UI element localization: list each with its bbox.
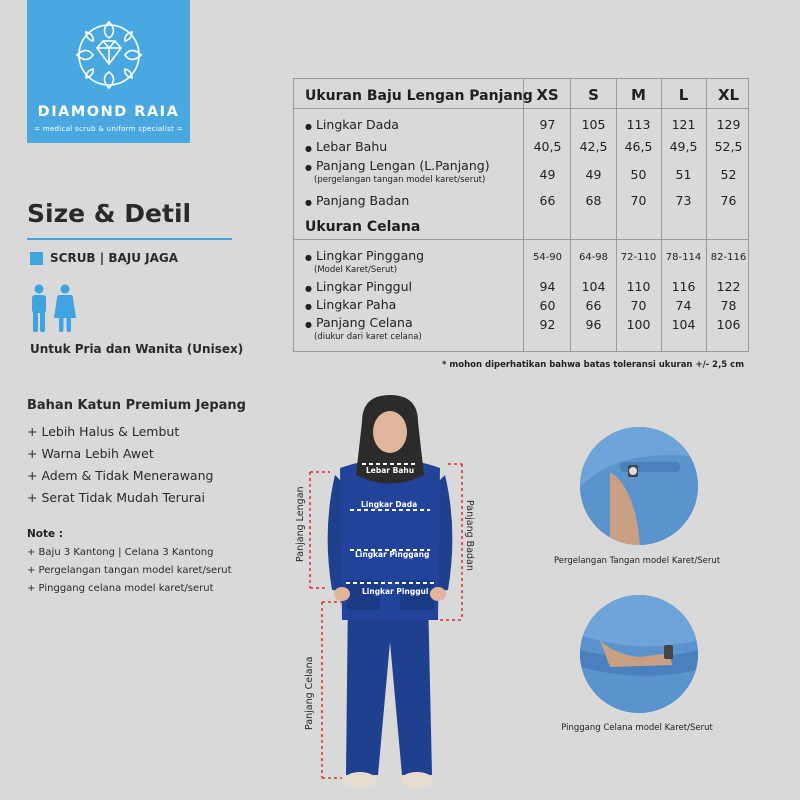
page-title: Size & Detil (27, 199, 192, 228)
material-item: + Warna Lebih Awet (27, 446, 154, 461)
waist-detail-illustration (580, 595, 698, 713)
brand-tagline: = medical scrub & uniform specialist = (34, 125, 183, 133)
tolerance-note: * mohon diperhatikan bahwa batas toleransi ukuran +/- 2,5 cm (442, 360, 745, 370)
table-cell: 50 (630, 167, 647, 182)
table-cell: 92 (539, 317, 556, 332)
material-item: + Serat Tidak Mudah Terurai (27, 490, 206, 505)
table-cell: 96 (585, 317, 602, 332)
table-header-baju: Ukuran Baju Lengan Panjang (305, 88, 533, 104)
table-cell: 94 (539, 279, 556, 294)
table-cell: 113 (626, 117, 651, 132)
table-cell: 49 (585, 167, 602, 182)
table-row-label: ● Panjang Badan (305, 193, 410, 208)
product-type-label: SCRUB | BAJU JAGA (50, 251, 179, 265)
table-cell: 110 (626, 279, 651, 294)
table-cell: 78 (720, 298, 737, 313)
size-header: XS (536, 86, 559, 104)
title-underline (27, 238, 232, 240)
detail-photo-waist (580, 595, 698, 713)
table-cell: 40,5 (533, 139, 562, 154)
measure-label-vertical: Panjang Badan (464, 500, 475, 571)
table-header-celana: Ukuran Celana (305, 219, 421, 235)
table-cell: 60 (539, 298, 556, 313)
table-cell: 100 (626, 317, 651, 332)
table-cell: 105 (581, 117, 606, 132)
detail-caption: Pinggang Celana model Karet/Serut (561, 723, 713, 733)
table-cell: 49,5 (669, 139, 698, 154)
table-divider (523, 78, 524, 352)
table-row-label: ● Lingkar Pinggang (305, 248, 425, 263)
cuff-detail-illustration (580, 427, 698, 545)
table-cell: 42,5 (579, 139, 608, 154)
material-item: + Lebih Halus & Lembut (27, 424, 180, 439)
measure-label-vertical: Panjang Lengan (295, 486, 306, 562)
size-header: XL (717, 86, 740, 104)
table-cell: 51 (675, 167, 692, 182)
table-row-sublabel: (pergelangan tangan model karet/serut) (314, 175, 486, 185)
table-row-label: ● Lingkar Paha (305, 297, 397, 312)
table-cell: 104 (671, 317, 696, 332)
table-row-label: ● Lingkar Pinggul (305, 279, 412, 294)
diamond-lotus-icon (69, 10, 149, 100)
table-row-label: ● Lebar Bahu (305, 139, 388, 154)
table-cell: 46,5 (624, 139, 653, 154)
measure-label-vertical: Panjang Celana (304, 656, 315, 730)
table-cell: 106 (716, 317, 741, 332)
table-cell: 78-114 (665, 252, 702, 263)
brand-logo (27, 0, 190, 143)
table-cell: 68 (585, 193, 602, 208)
measure-label: Lingkar Pinggang (355, 550, 430, 559)
brand-name: DIAMOND RAIA (37, 104, 180, 120)
table-cell: 54-90 (532, 252, 563, 263)
table-cell: 73 (675, 193, 692, 208)
note-item: + Pinggang celana model karet/serut (27, 583, 214, 594)
table-cell: 129 (716, 117, 741, 132)
table-cell: 97 (539, 117, 556, 132)
table-cell: 66 (585, 298, 602, 313)
table-cell: 52,5 (714, 139, 743, 154)
detail-caption: Pergelangan Tangan model Karet/Serut (553, 556, 721, 566)
size-header: L (678, 86, 689, 104)
measure-label: Lingkar Dada (361, 500, 418, 509)
measure-label: Lebar Bahu (366, 466, 415, 475)
table-divider (293, 239, 749, 240)
table-cell: 121 (671, 117, 696, 132)
table-cell: 52 (720, 167, 737, 182)
size-header: M (631, 86, 646, 104)
table-cell: 104 (581, 279, 606, 294)
material-title: Bahan Katun Premium Jepang (27, 398, 246, 413)
table-row-label: ● Lingkar Dada (305, 117, 399, 132)
table-cell: 76 (720, 193, 737, 208)
table-cell: 64-98 (578, 252, 609, 263)
bullet-square-icon (30, 252, 43, 265)
table-cell: 49 (539, 167, 556, 182)
table-cell: 70 (630, 193, 647, 208)
table-cell: 70 (630, 298, 647, 313)
measure-label: Lingkar Pinggul (362, 587, 429, 596)
table-row-label: ● Panjang Lengan (L.Panjang) (305, 158, 490, 173)
table-cell: 122 (716, 279, 741, 294)
table-cell: 66 (539, 193, 556, 208)
table-row-label: ● Panjang Celana (305, 315, 413, 330)
detail-photo-cuff (580, 427, 698, 545)
table-cell: 74 (675, 298, 692, 313)
note-title: Note : (27, 528, 63, 540)
note-item: + Pergelangan tangan model karet/serut (27, 565, 232, 576)
table-cell: 72-110 (620, 252, 657, 263)
table-row-sublabel: (diukur dari karet celana) (314, 332, 422, 342)
unisex-icon (27, 284, 79, 334)
table-cell: 116 (671, 279, 696, 294)
material-item: + Adem & Tidak Menerawang (27, 468, 214, 483)
note-item: + Baju 3 Kantong | Celana 3 Kantong (27, 547, 214, 558)
size-header: S (588, 86, 599, 104)
table-row-sublabel: (Model Karet/Serut) (314, 265, 398, 275)
unisex-label: Untuk Pria dan Wanita (Unisex) (30, 342, 244, 356)
table-divider (293, 108, 749, 109)
table-cell: 82-116 (710, 252, 747, 263)
